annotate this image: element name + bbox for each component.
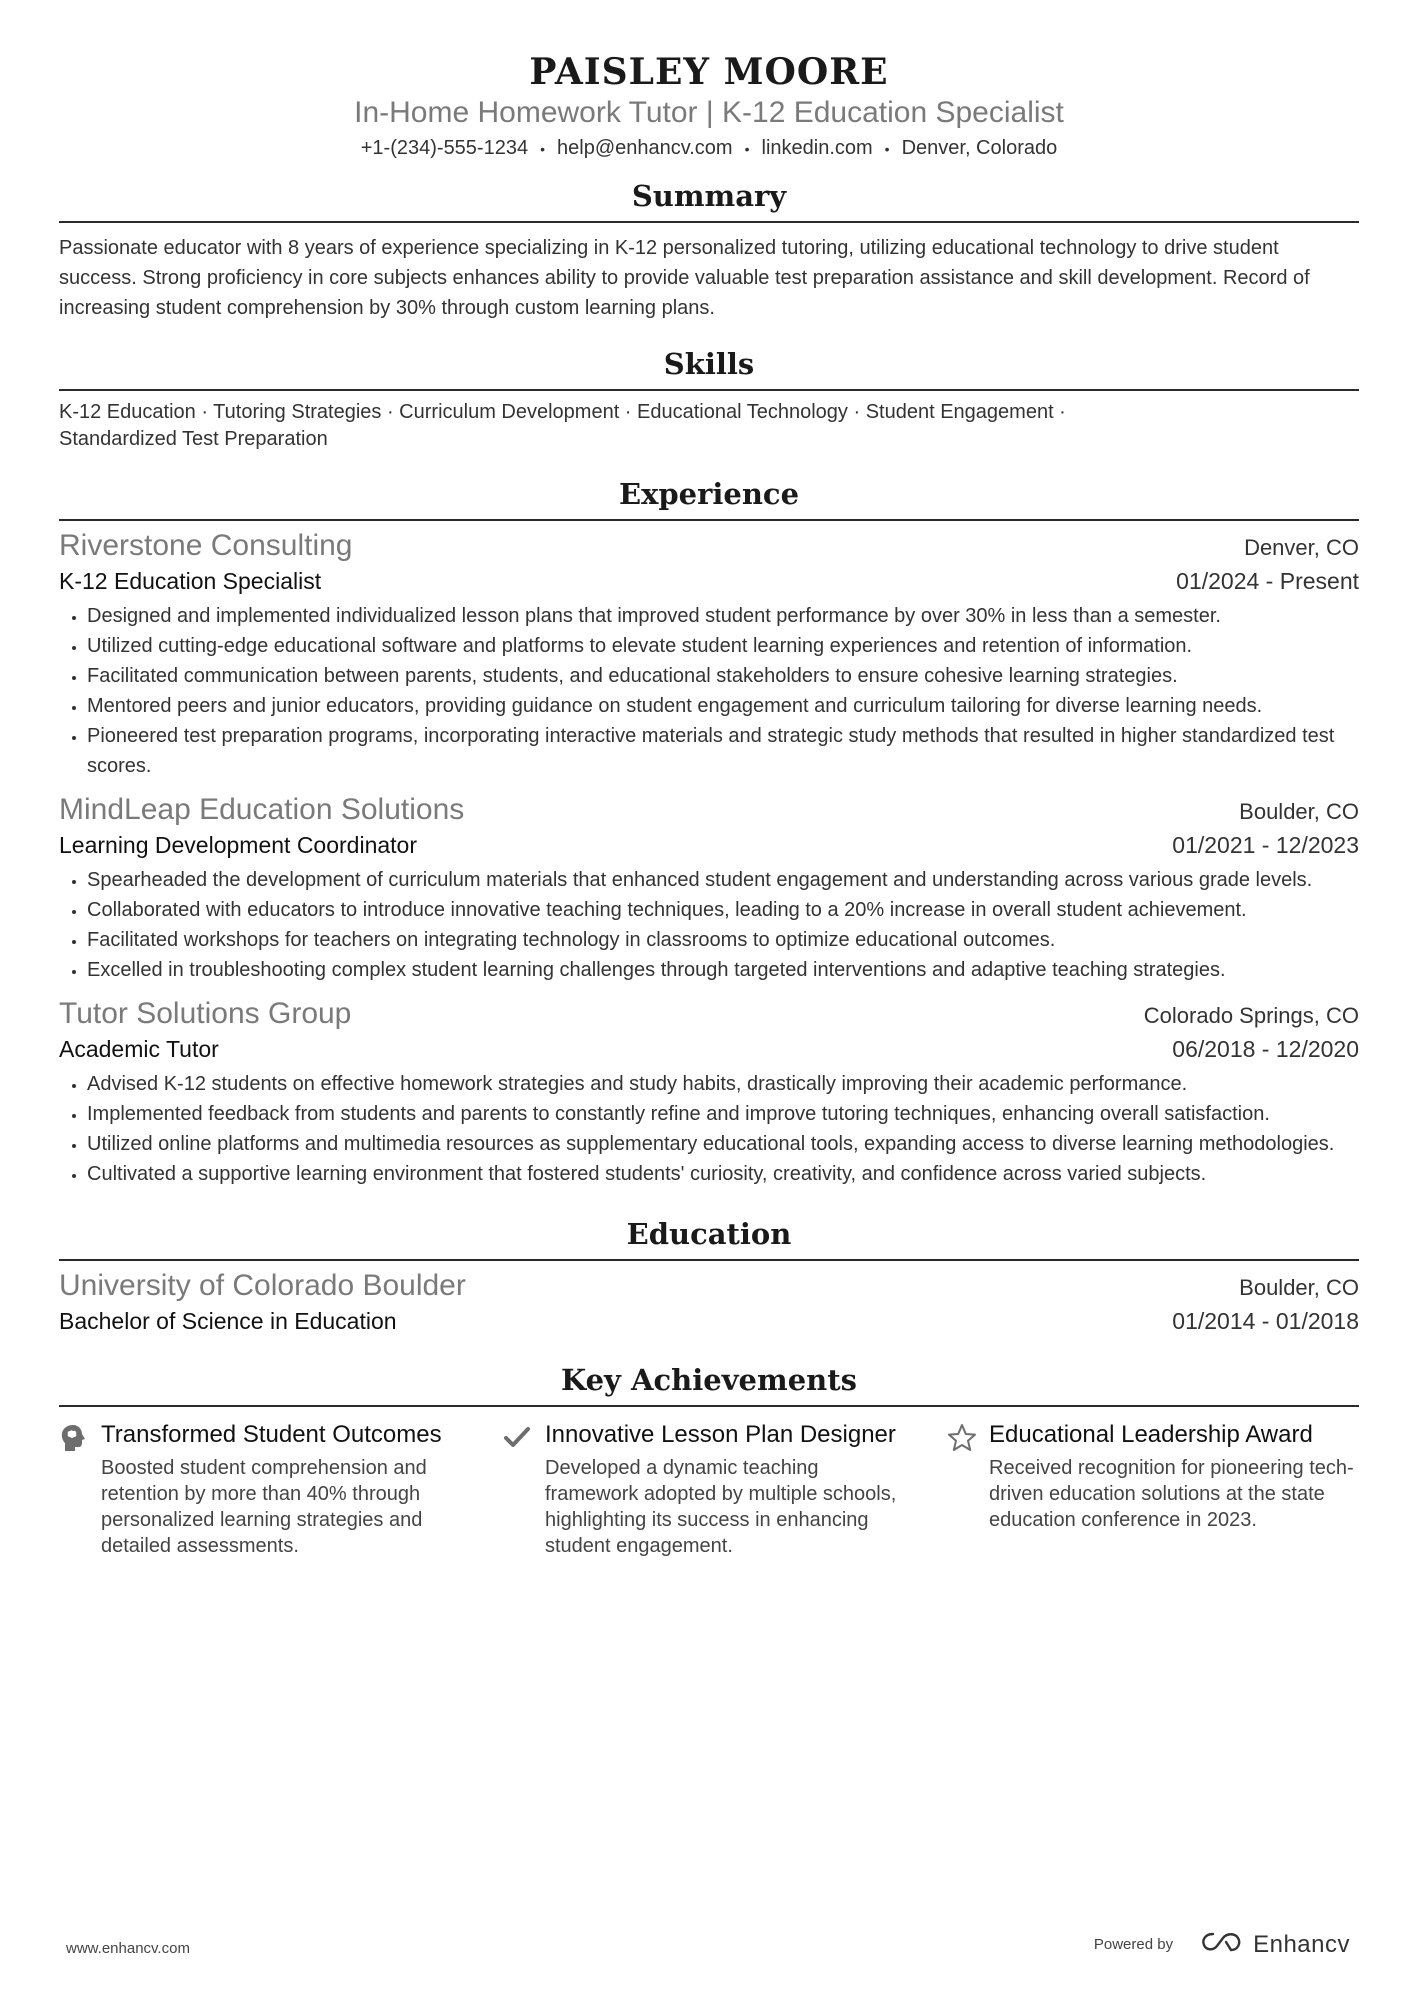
experience-heading: Experience <box>59 475 1359 521</box>
summary-heading: Summary <box>59 177 1359 223</box>
brain-head-icon <box>59 1419 101 1559</box>
contact-separator: • <box>884 140 890 157</box>
achievement-description: Boosted student comprehension and retention by more than 40% through personalized learning strategies and detailed assessments. <box>101 1456 427 1557</box>
job-bullets <box>59 865 1359 985</box>
checkmark-icon <box>503 1419 545 1559</box>
job-bullets <box>59 1069 1359 1189</box>
education-location: Boulder, CO <box>1239 1274 1359 1300</box>
job-bullet: • Collaborated with educators to introduce innovative teaching techniques, leading to a 20% increase in overall student achievement. <box>87 895 1359 925</box>
skills-heading: Skills <box>59 345 1359 391</box>
education-section <box>59 1215 1359 1337</box>
achievement-title: Innovative Lesson Plan Designer <box>545 1420 896 1448</box>
job-location: Boulder, CO <box>1239 798 1359 824</box>
contact-linkedin[interactable]: linkedin.com <box>761 137 873 159</box>
job-role: Academic Tutor <box>59 1035 219 1062</box>
contact-line <box>59 134 1359 163</box>
contact-email[interactable]: help@enhancv.com <box>557 137 733 159</box>
job-bullet: • Advised K-12 students on effective homework strategies and study habits, drastically improving their academic performance. <box>87 1069 1359 1099</box>
candidate-title: In-Home Homework Tutor | K-12 Education Specialist <box>354 96 1064 129</box>
job-company: Tutor Solutions Group <box>59 996 352 1030</box>
job-bullet: • Excelled in troubleshooting complex student learning challenges through targeted interventions and adaptive teaching strategies. <box>87 955 1359 985</box>
education-degree: Bachelor of Science in Education <box>59 1307 397 1334</box>
job-role: Learning Development Coordinator <box>59 831 417 858</box>
job-bullet: • Utilized cutting-edge educational software and platforms to elevate student learning experiences and retention of information. <box>87 631 1359 661</box>
contact-location: Denver, Colorado <box>901 137 1058 159</box>
resume-page <box>59 0 1359 1559</box>
job-location: Denver, CO <box>1244 534 1359 560</box>
job-entry <box>59 527 1359 781</box>
education-school: University of Colorado Boulder <box>59 1268 466 1302</box>
contact-separator: • <box>744 140 750 157</box>
achievement-item <box>59 1419 471 1559</box>
footer-website[interactable]: www.enhancv.com <box>66 1940 190 1957</box>
contact-phone: +1-(234)-555-1234 <box>360 137 529 159</box>
achievement-description: Developed a dynamic teaching framework adopted by multiple schools, highlighting its success in enhancing student engagement. <box>545 1456 897 1557</box>
summary-section <box>59 177 1359 323</box>
job-dates: 01/2021 - 12/2023 <box>1172 831 1359 858</box>
achievements-grid <box>59 1419 1359 1559</box>
star-icon <box>947 1419 989 1559</box>
job-dates: 01/2024 - Present <box>1176 567 1359 594</box>
achievement-item <box>503 1419 915 1559</box>
achievement-title: Transformed Student Outcomes <box>101 1420 442 1448</box>
skills-line: Standardized Test Preparation <box>59 427 328 450</box>
achievements-heading: Key Achievements <box>59 1361 1359 1407</box>
job-bullet: • Facilitated workshops for teachers on integrating technology in classrooms to optimize educational outcomes. <box>87 925 1359 955</box>
job-company: Riverstone Consulting <box>59 528 353 562</box>
contact-separator: • <box>540 140 545 157</box>
achievement-title: Educational Leadership Award <box>989 1420 1313 1448</box>
achievement-description: Received recognition for pioneering tech-driven education solutions at the state education conference in 2023. <box>989 1456 1354 1531</box>
education-dates: 01/2014 - 01/2018 <box>1172 1307 1359 1334</box>
footer-branding <box>1094 1930 1350 1959</box>
job-bullet: • Implemented feedback from students and parents to constantly refine and improve tutoring techniques, enhancing overall satisfaction. <box>87 1099 1359 1129</box>
job-bullet: • Pioneered test preparation programs, incorporating interactive materials and strategic study methods that resulted in higher standardized test scores. <box>87 721 1359 781</box>
job-entry <box>59 791 1359 985</box>
job-dates: 06/2018 - 12/2020 <box>1172 1035 1359 1062</box>
skills-line: K-12 Education · Tutoring Strategies · Curriculum Development · Educational Technology · Student Engagement · <box>59 400 1066 423</box>
job-bullet: • Cultivated a supportive learning environment that fostered students' curiosity, creativity, and confidence across varied subjects. <box>87 1159 1359 1189</box>
resume-header <box>59 0 1359 163</box>
candidate-name: PAISLEY MOORE <box>529 51 889 93</box>
enhancv-logo-icon <box>1199 1930 1245 1959</box>
summary-text: Passionate educator with 8 years of experience specializing in K-12 personalized tutoring, utilizing educational technology to drive student success. Strong proficiency in core subjects enhances ability to provide valuable test preparation assistance and skill development. Record of increasing student comprehension by 30% through custom learning plans. <box>59 236 1310 319</box>
job-bullet: • Designed and implemented individualized lesson plans that improved student performance by over 30% in less than a semester. <box>87 601 1359 631</box>
job-bullet: • Mentored peers and junior educators, providing guidance on student engagement and curriculum tailoring for diverse learning needs. <box>87 691 1359 721</box>
experience-section <box>59 475 1359 1189</box>
achievements-section <box>59 1361 1359 1559</box>
skills-list <box>59 399 1359 453</box>
skills-section <box>59 345 1359 453</box>
achievement-item <box>947 1419 1359 1559</box>
job-company: MindLeap Education Solutions <box>59 792 465 826</box>
job-role: K-12 Education Specialist <box>59 567 322 594</box>
job-bullet: • Utilized online platforms and multimedia resources as supplementary educational tools, expanding access to diverse learning methodologies. <box>87 1129 1359 1159</box>
brand-name: Enhancv <box>1253 1930 1350 1958</box>
job-bullet: • Spearheaded the development of curriculum materials that enhanced student engagement and understanding across various grade levels. <box>87 865 1359 895</box>
job-bullets <box>59 601 1359 781</box>
education-heading: Education <box>59 1215 1359 1261</box>
job-location: Colorado Springs, CO <box>1143 1002 1359 1028</box>
job-entry <box>59 995 1359 1189</box>
job-bullet: • Facilitated communication between parents, students, and educational stakeholders to ensure cohesive learning strategies. <box>87 661 1359 691</box>
education-entry <box>59 1267 1359 1337</box>
powered-by-label: Powered by <box>1093 1936 1174 1953</box>
